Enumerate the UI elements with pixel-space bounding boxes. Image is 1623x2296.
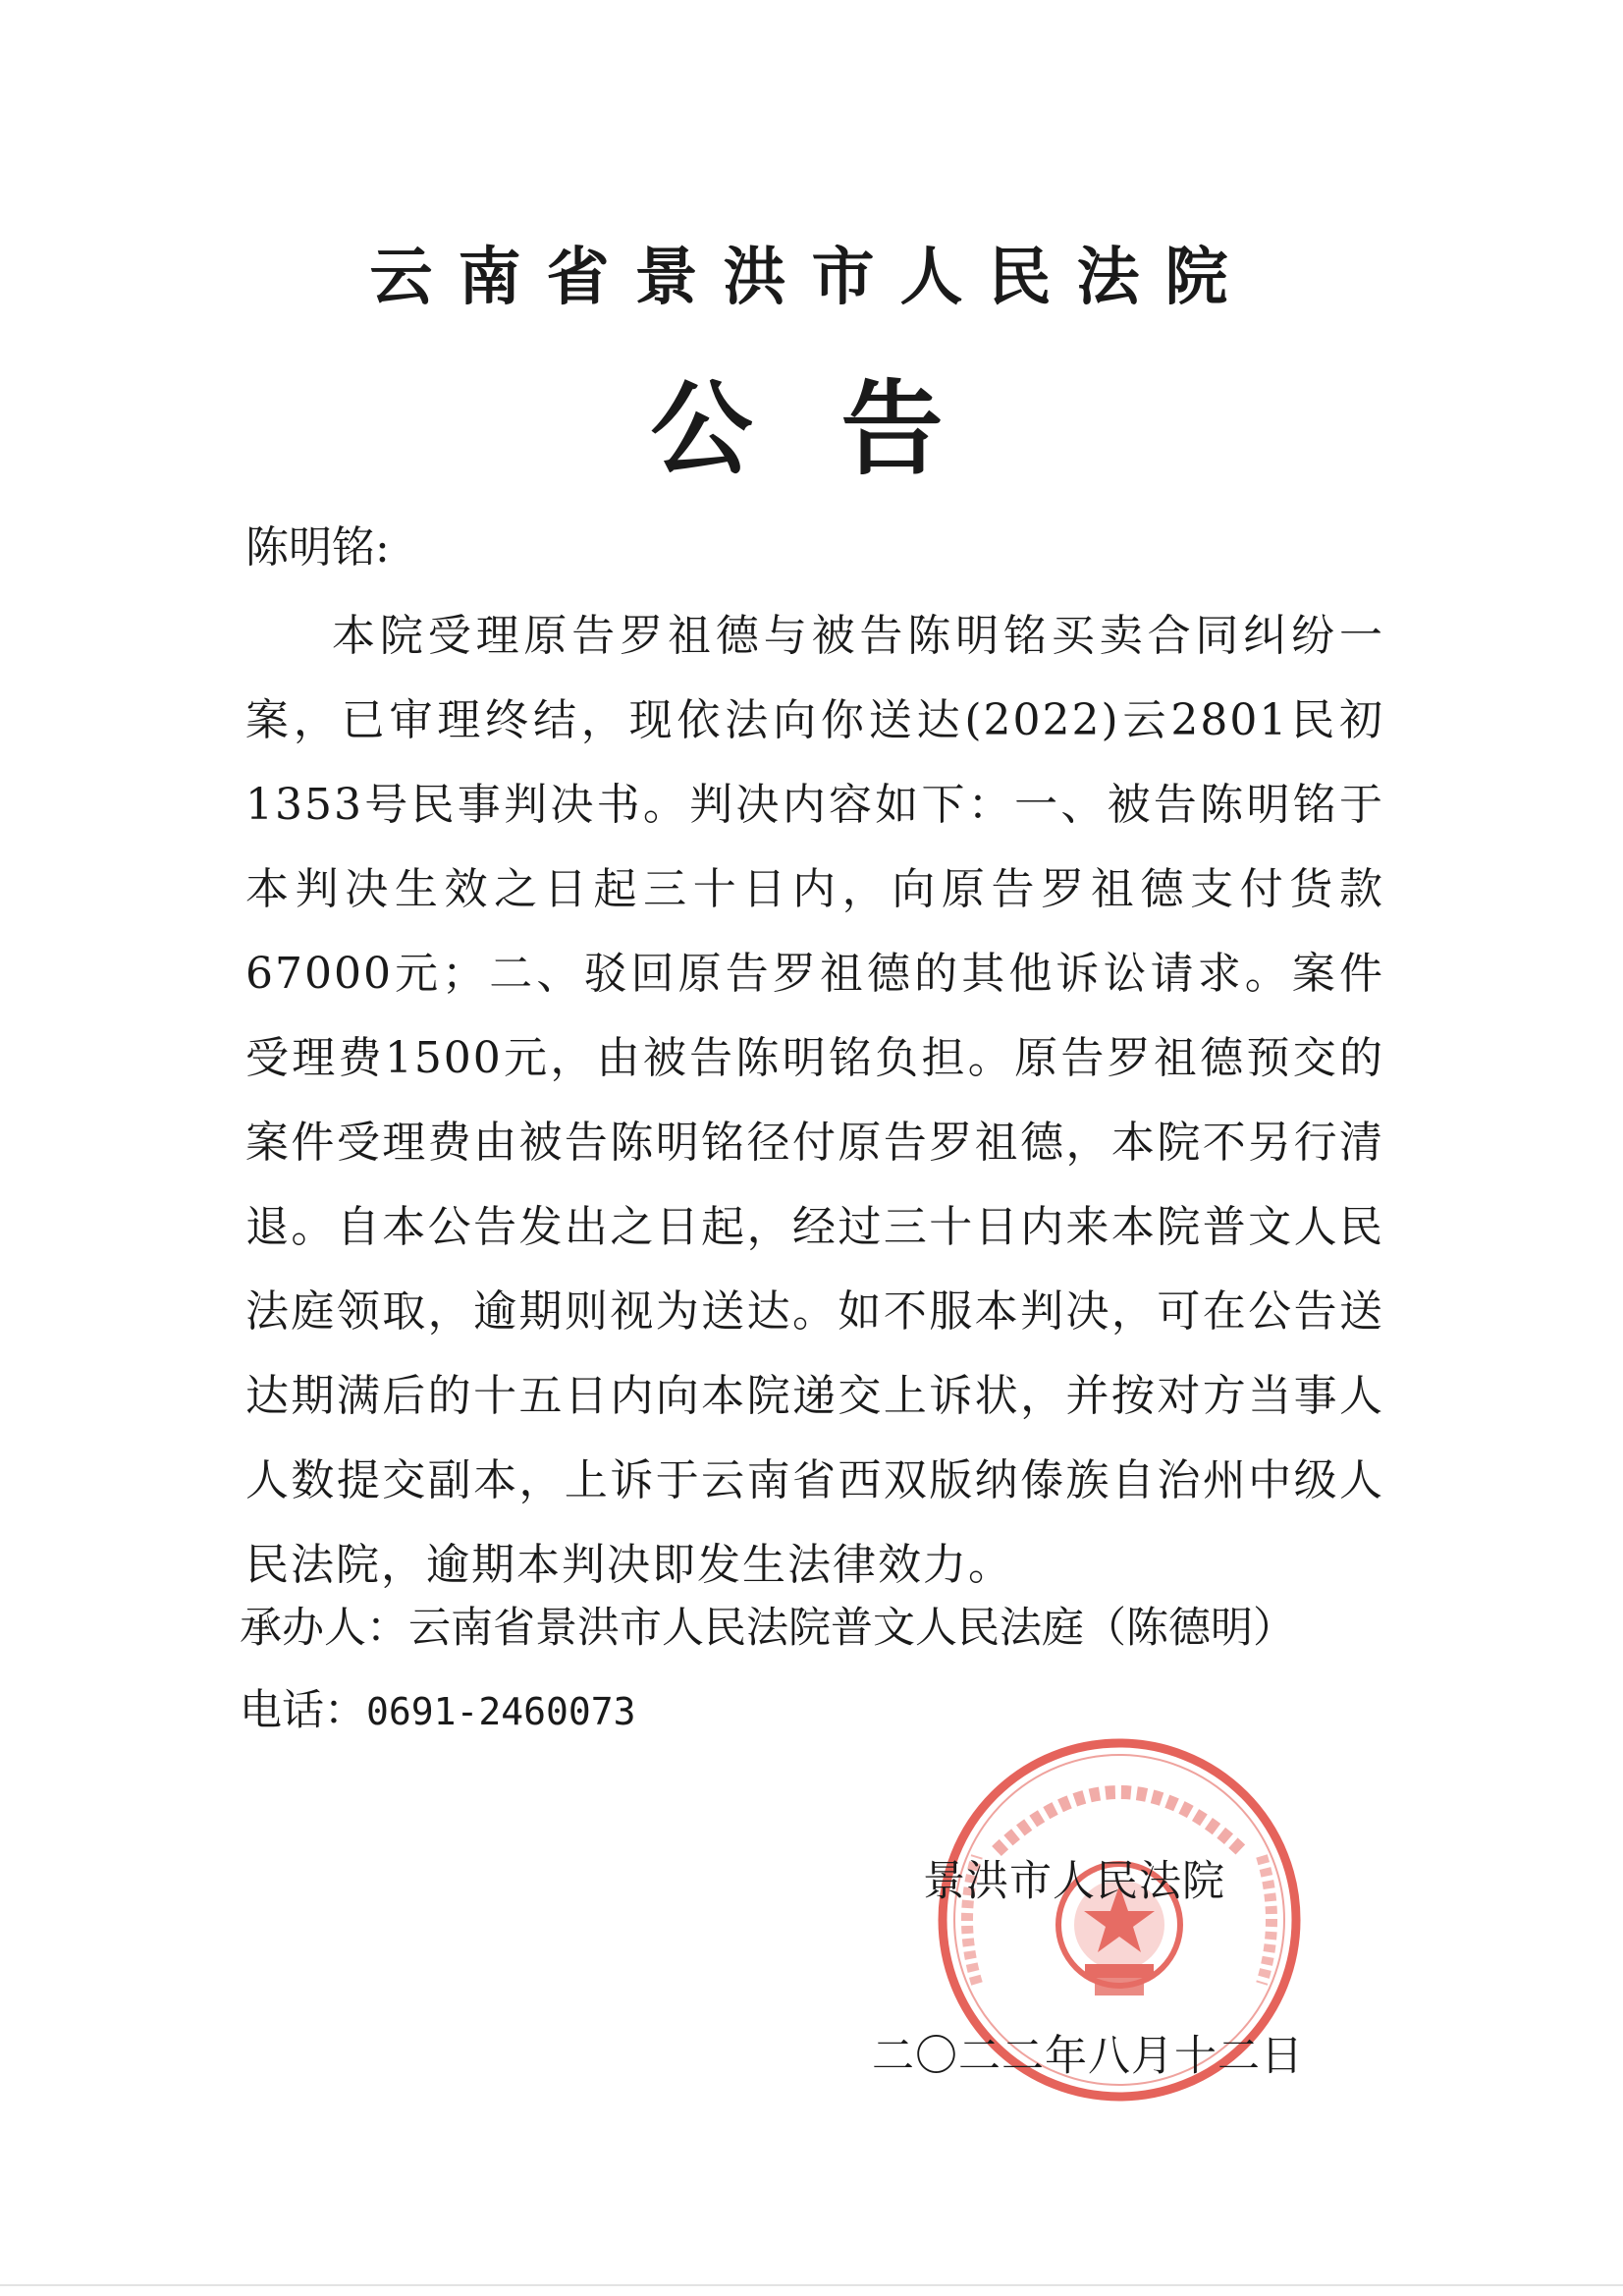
document-title: 公告 [650,369,1032,489]
phone-number: 0691-2460073 [366,1690,636,1733]
notice-body: 本院受理原告罗祖德与被告陈明铭买卖合同纠纷一案，已审理终结，现依法向你送达(2022)云2801民初1353号民事判决书。判决内容如下：一、被告陈明铭于本判决生效之日起三十日内，向原告罗祖德支付货款67000元；二、驳回原告罗祖德的其他诉讼请求。案件受理费1500元，由被告陈明铭负担。原告罗祖德预交的案件受理费由被告陈明铭径付原告罗祖德，本院不另行清退。自本公告发出之日起，经过三十日内来本院普文人民法庭领取，逾期则视为送达。如不服本判决，可在公告送达期满后的十五日内向本院递交上诉状，并按对方当事人人数提交副本，上诉于云南省西双版纳傣族自治州中级人民法院，逾期本判决即发生法律效力。 [245,611,1384,1590]
signing-court: 景洪市人民法院 [923,1857,1225,1906]
phone-line [240,1681,636,1741]
case-handler: 承办人：云南省景洪市人民法院普文人民法庭（陈德明） [240,1604,1295,1653]
phone-label: 电话： [240,1686,366,1735]
signing-date: 二〇二二年八月十二日 [872,2032,1304,2081]
addressee: 陈明铭: [245,522,390,573]
scan-edge-line [0,2284,1623,2286]
court-name-heading: 云南省景洪市人民法院 [369,241,1254,314]
